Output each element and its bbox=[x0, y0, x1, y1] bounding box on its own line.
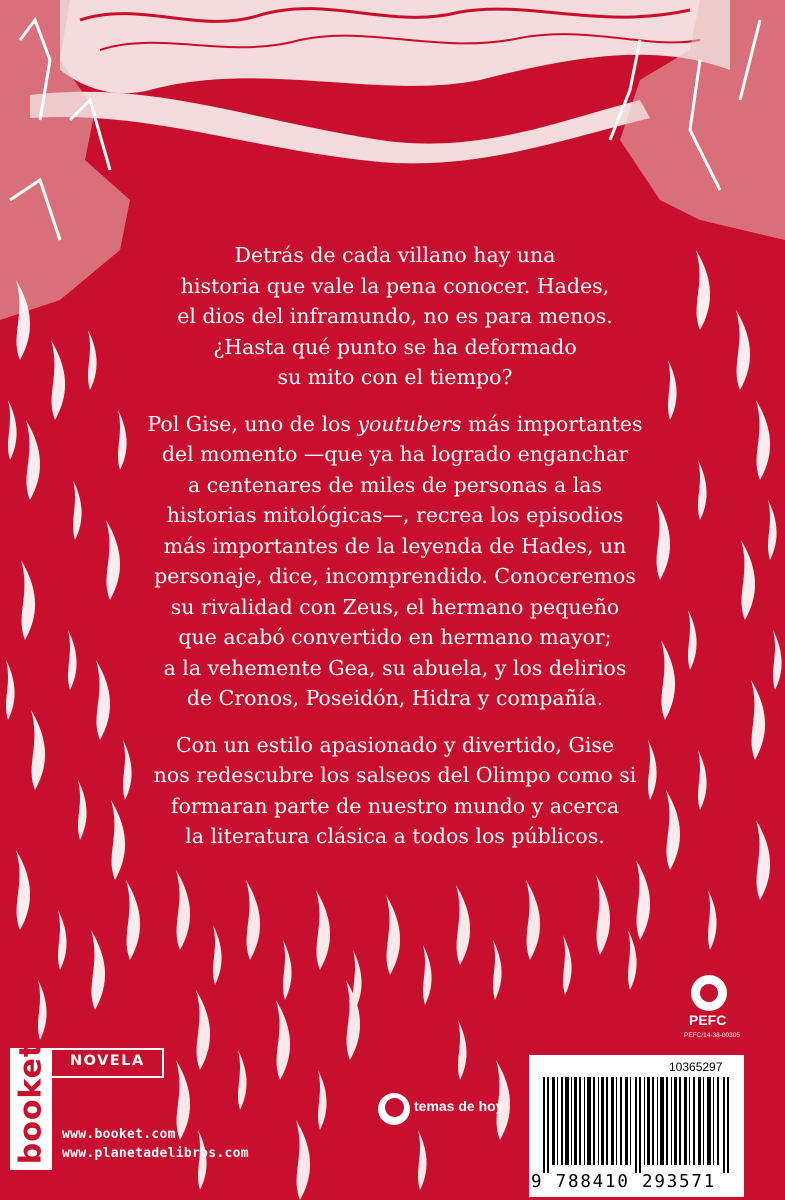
synopsis-emphasis: youtubers bbox=[357, 411, 462, 436]
website-booket: www.booket.com bbox=[62, 1127, 176, 1142]
website-planeta: www.planetadelibros.com bbox=[62, 1146, 249, 1161]
synopsis-line: de Cronos, Poseidón, Hidra y compañía. bbox=[186, 686, 604, 710]
publisher-name: temas de hoy bbox=[414, 1098, 504, 1114]
synopsis-line: a la vehemente Gea, su abuela, y los delirios bbox=[163, 655, 627, 680]
publisher-logo-icon bbox=[378, 1093, 410, 1125]
synopsis-paragraph-2 bbox=[130, 409, 660, 714]
synopsis-line: del momento —que ya ha logrado enganchar bbox=[161, 442, 629, 466]
synopsis-line: ¿Hasta qué punto se ha deformado bbox=[213, 334, 577, 359]
pefc-code: PEFC/14-38-00305 bbox=[684, 1032, 741, 1039]
synopsis-line-end: más importantes bbox=[461, 411, 643, 436]
synopsis-line: a centenares de miles de personas a las bbox=[188, 472, 602, 497]
synopsis-line: su mito con el tiempo? bbox=[277, 365, 513, 389]
synopsis-paragraph-3 bbox=[130, 730, 660, 852]
synopsis bbox=[130, 240, 660, 868]
pefc-label: PEFC bbox=[689, 1012, 727, 1028]
synopsis-paragraph-1 bbox=[130, 240, 660, 393]
synopsis-line: su rivalidad con Zeus, el hermano pequeño bbox=[170, 594, 620, 619]
isbn-barcode bbox=[543, 1077, 733, 1173]
synopsis-line: personaje, dice, incomprendido. Conoceremos bbox=[154, 564, 636, 588]
synopsis-line: más importantes de la leyenda de Hades, un bbox=[163, 533, 627, 558]
synopsis-line: la literatura clásica a todos los públicos. bbox=[185, 824, 605, 848]
pefc-tree-icon bbox=[691, 975, 727, 1011]
synopsis-line: Con un estilo apasionado y divertido, Gise bbox=[175, 732, 615, 757]
booket-logo-text: booket bbox=[13, 1041, 49, 1165]
synopsis-line: nos redescubre los salseos del Olimpo como si bbox=[153, 763, 637, 787]
synopsis-line-start: Pol Gise, uno de los bbox=[147, 411, 358, 436]
synopsis-line: Detrás de cada villano hay una bbox=[234, 243, 556, 267]
synopsis-line: el dios del inframundo, no es para menos. bbox=[177, 304, 613, 328]
synopsis-line: formaran parte de nuestro mundo y acerca bbox=[170, 793, 620, 818]
barcode-panel bbox=[529, 1055, 744, 1197]
barcode-reference: 10365297 bbox=[669, 1060, 723, 1074]
synopsis-line: que acabó convertido en hermano mayor; bbox=[178, 625, 612, 649]
synopsis-line: historias mitológicas—, recrea los episodios bbox=[166, 503, 624, 527]
isbn-digits: 9 788410 293571 bbox=[531, 1172, 717, 1192]
genre-label: NOVELA bbox=[70, 1053, 145, 1069]
synopsis-line: historia que vale la pena conocer. Hades, bbox=[180, 273, 610, 298]
